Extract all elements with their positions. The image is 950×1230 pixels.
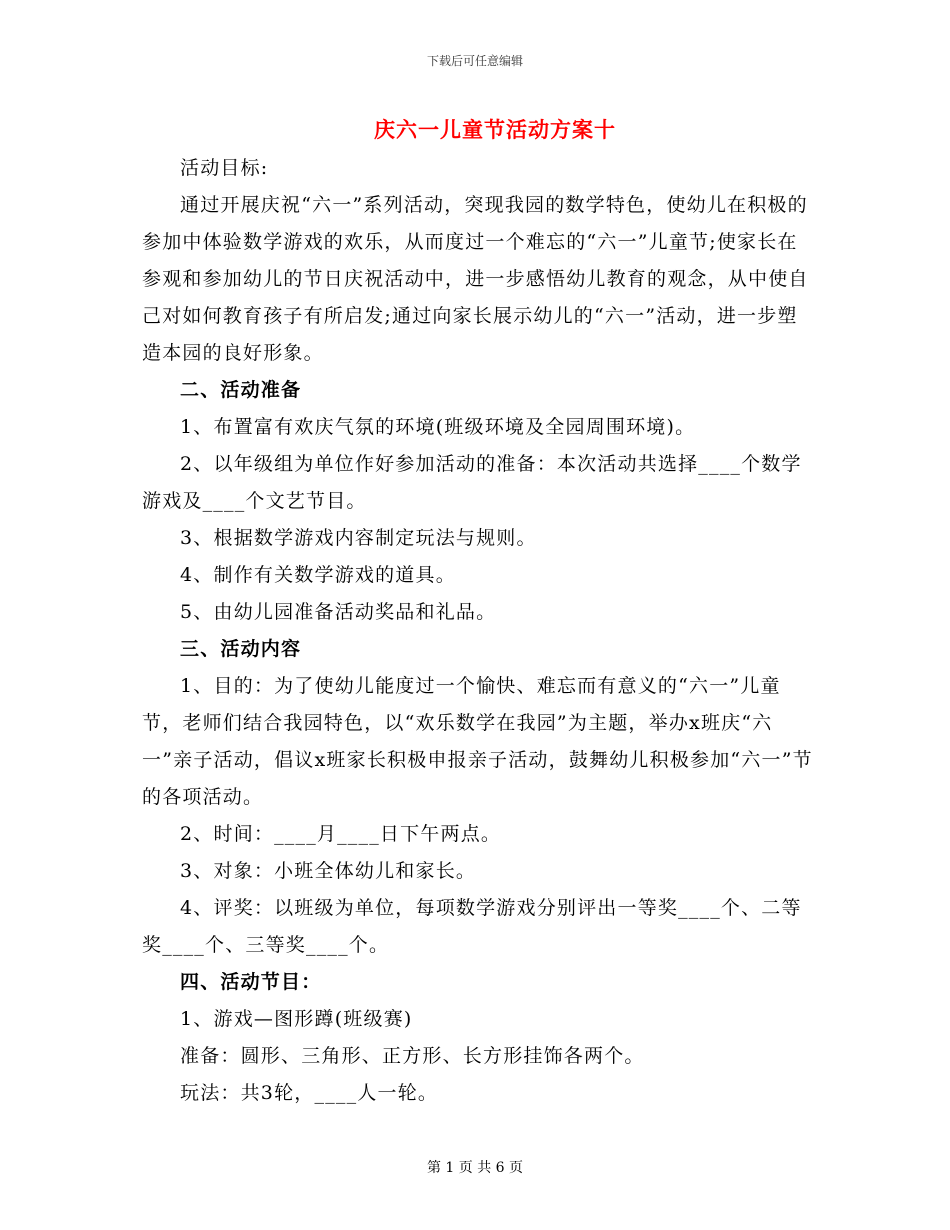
paragraph-program-play: 玩法：共3轮，____人一轮。 bbox=[180, 1082, 439, 1104]
paragraph-prep-4: 4、制作有关数学游戏的道具。 bbox=[180, 564, 456, 586]
paragraph-content-2: 2、时间：____月____日下午两点。 bbox=[180, 823, 502, 845]
section-heading-program: 四、活动节目： bbox=[180, 971, 322, 993]
paragraph-content-4: 4、评奖：以班级为单位，每项数学游戏分别评出一等奖____个、二等奖____个、三等奖____个。 bbox=[142, 897, 802, 956]
paragraph-goal-text: 通过开展庆祝“六一”系列活动，突现我园的数学特色，使幼儿在积极的参加中体验数学游戏的欢乐，从而度过一个难忘的“六一”儿童节;使家长在参观和参加幼儿的节日庆祝活动中，进一步感悟幼儿教育的观念，从中使自己对如何教育孩子有所启发;通过向家长展示幼儿的“六一”活动，进一步塑造本园的良好形象。 bbox=[142, 194, 809, 364]
paragraph-program-1: 1、游戏—图形蹲(班级赛) bbox=[180, 1008, 413, 1030]
paragraph-content-3: 3、对象：小班全体幼儿和家长。 bbox=[180, 860, 477, 882]
page-number: 第 1 页 共 6 页 bbox=[426, 1160, 524, 1176]
paragraph-prep-1: 1、布置富有欢庆气氛的环境(班级环境及全园周围环境)。 bbox=[180, 416, 696, 438]
paragraph-content-1: 1、目的：为了使幼儿能度过一个愉快、难忘而有意义的“六一”儿童节，老师们结合我园特色，以“欢乐数学在我园”为主题，举办x班庆“六一”亲子活动，倡议x班家长积极申报亲子活动，鼓舞幼儿积极参加“六一”节的各项活动。 bbox=[142, 675, 813, 808]
section-heading-preparation: 二、活动准备 bbox=[180, 379, 302, 401]
header-note: 下载后可任意编辑 bbox=[426, 54, 523, 68]
paragraph-prep-2: 2、以年级组为单位作好参加活动的准备：本次活动共选择____个数学游戏及____个文艺节目。 bbox=[142, 453, 802, 512]
paragraph-prep-5: 5、由幼儿园准备活动奖品和礼品。 bbox=[180, 601, 497, 623]
document-title: 庆六一儿童节活动方案十 bbox=[374, 117, 616, 142]
section-heading-content: 三、活动内容 bbox=[180, 638, 302, 660]
document-body bbox=[142, 150, 814, 1112]
paragraph-prep-3: 3、根据数学游戏内容制定玩法与规则。 bbox=[180, 527, 537, 549]
paragraph-program-prep: 准备：圆形、三角形、正方形、长方形挂饰各两个。 bbox=[180, 1045, 645, 1067]
paragraph-goal-label: 活动目标: bbox=[180, 157, 269, 179]
